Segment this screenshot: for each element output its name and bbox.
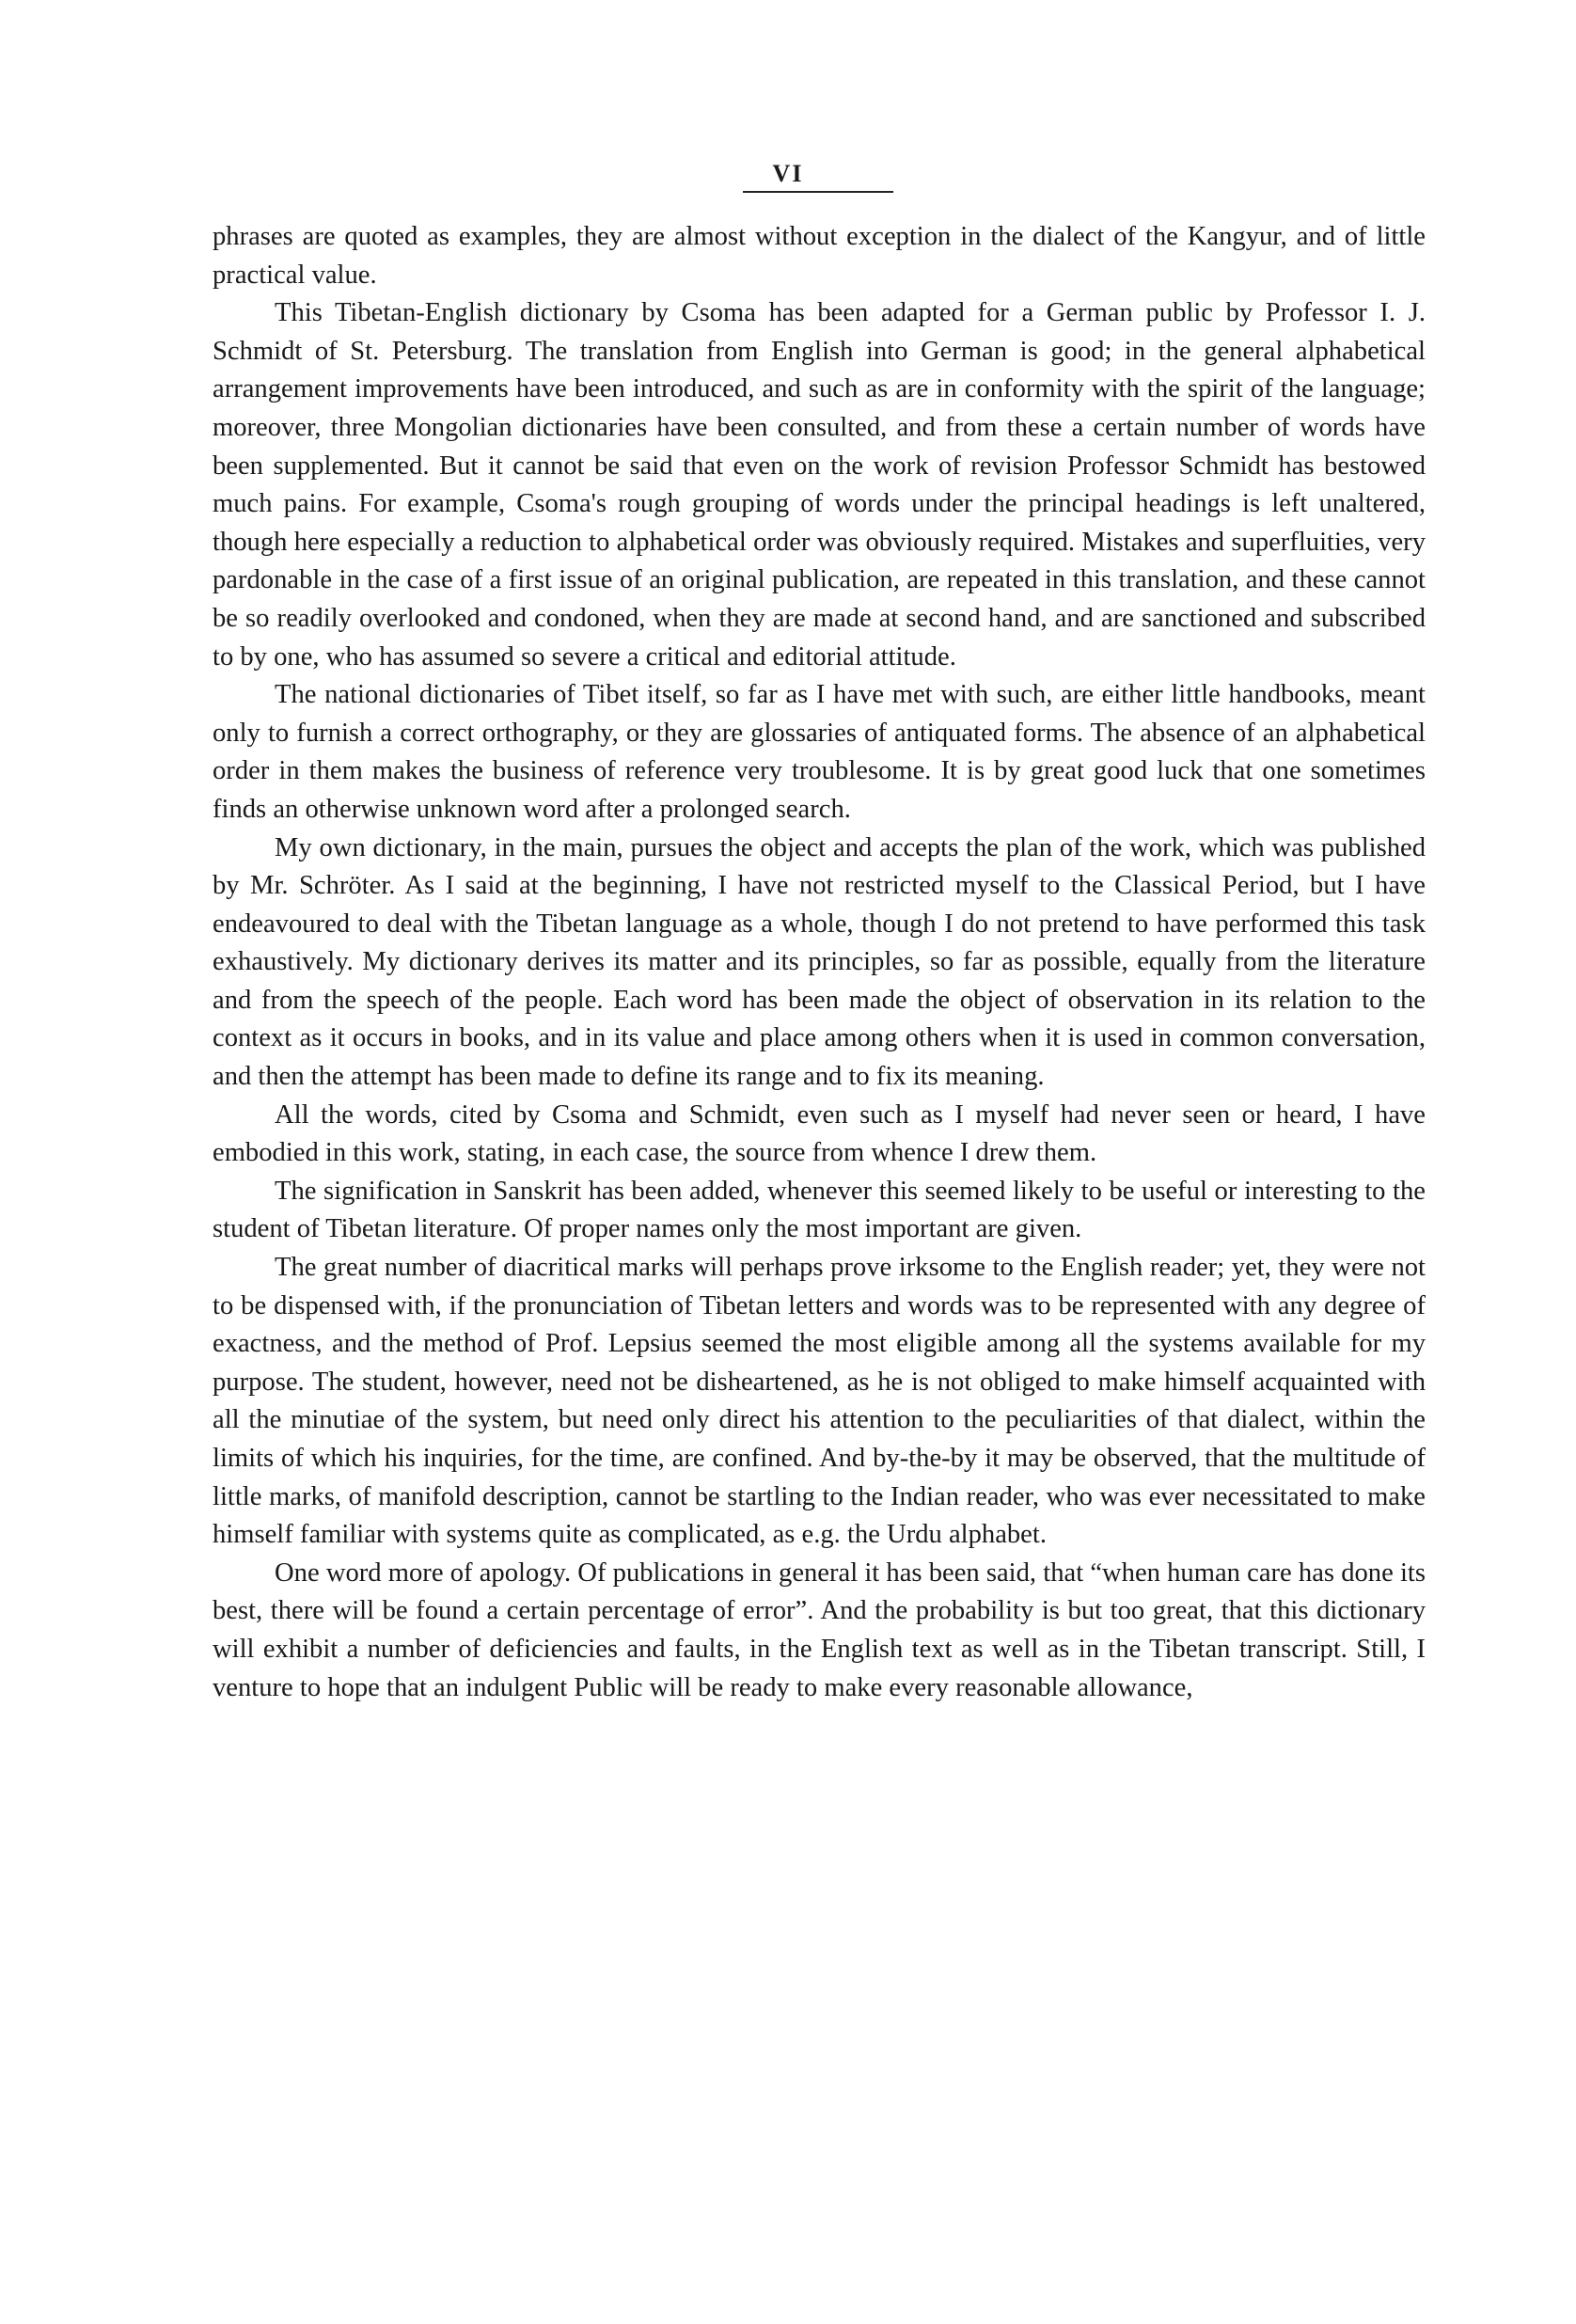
paragraph-3: The national dictionaries of Tibet itself, so far as I have met with such, are either little handbooks, meant only to furnish a correct orthography, or they are glossaries of antiquated forms. The absence of an alphabetical order in them makes the business of reference very troublesome. It is by great good luck that one sometimes finds an otherwise unknown word after a prolonged search. — [213, 680, 1426, 824]
body-text — [213, 218, 1426, 1707]
header-rule — [743, 191, 893, 193]
paragraph-8: One word more of apology. Of publications in general it has been said, that “when human care has done its best, there will be found a certain percentage of error”. And the probability is but too great, that this dictionary will exhibit a number of deficiencies and faults, in the English text as well as in the Tibetan transcript. Still, I venture to hope that an indulgent Public will be ready to make every reasonable allowance, — [213, 1557, 1426, 1702]
paragraph-5: All the words, cited by Csoma and Schmidt, even such as I myself had never seen or heard, I have embodied in this work, stating, in each case, the source from whence I drew them. — [213, 1099, 1426, 1168]
paragraph-1: phrases are quoted as examples, they are almost without exception in the dialect of the Kangyur, and of little practical value. — [213, 222, 1426, 290]
paragraph-2: This Tibetan-English dictionary by Csoma has been adapted for a German public by Professor I. J. Schmidt of St. Petersburg. The translation from English into German is good; in the general alphabetical arrangement improvements have been introduced, and such as are in conformity with the spirit of the language; moreover, three Mongolian dictionaries have been consulted, and from these a certain number of words have been supplemented. But it cannot be said that even on the work of revision Professor Schmidt has bestowed much pains. For example, Csoma's rough grouping of words under the principal headings is left unaltered, though here especially a reduction to alphabetical order was obviously required. Mistakes and superfluities, very pardonable in the case of a first issue of an original publication, are repeated in this translation, and these cannot be so readily overlooked and condoned, when they are made at second hand, and are sanctioned and subscribed to by one, who has assumed so severe a critical and editorial attitude. — [213, 298, 1426, 672]
paragraph-7: The great number of diacritical marks will perhaps prove irksome to the English reader; yet, they were not to be dispensed with, if the pronunciation of Tibetan letters and words was to be represented with any degree of exactness, and the method of Prof. Lepsius seemed the most eligible among all the systems available for my purpose. The student, however, need not be disheartened, as he is not obliged to make himself acquainted with all the minutiae of the system, but need only direct his attention to the peculiarities of that dialect, within the limits of which his inquiries, for the time, are confined. And by-the-by it may be observed, that the multitude of little marks, of manifold description, cannot be startling to the Indian reader, who was ever necessitated to make himself familiar with systems quite as complicated, as e.g. the Urdu alphabet. — [213, 1253, 1426, 1550]
paragraph-4: My own dictionary, in the main, pursues the object and accepts the plan of the work, which was published by Mr. Schröter. As I said at the beginning, I have not restricted myself to the Classical Period, but I have endeavoured to deal with the Tibetan language as a whole, though I do not pretend to have performed this task exhaustively. My dictionary derives its matter and its principles, so far as possible, equally from the literature and from the speech of the people. Each word has been made the object of observation in its relation to the context as it occurs in books, and in its value and place among others when it is used in common conversation, and then the attempt has been made to define its range and to fix its meaning. — [213, 832, 1426, 1092]
page-number: VI — [772, 160, 804, 187]
paragraph-6: The signification in Sanskrit has been added, whenever this seemed likely to be useful or interesting to the student of Tibetan literature. Of proper names only the most important are given. — [213, 1176, 1426, 1244]
